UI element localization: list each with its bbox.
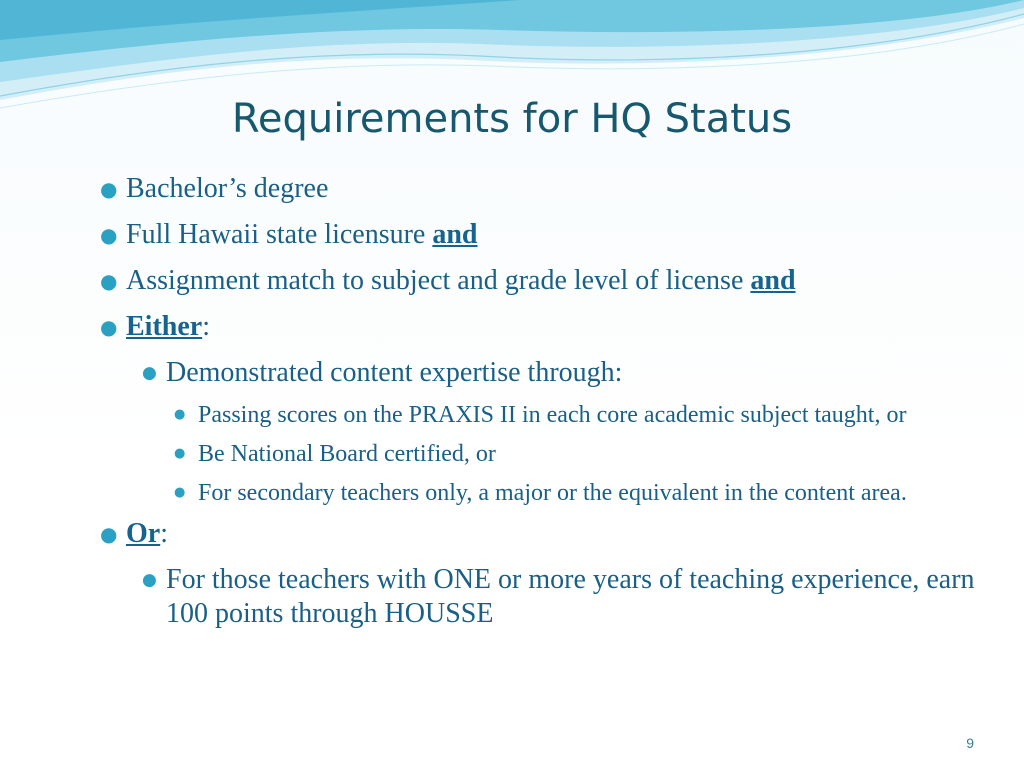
bullet-dot-icon: ● — [100, 223, 118, 247]
bullet-dot-icon: ● — [100, 177, 118, 201]
bullet-text: Assignment match to subject and grade level of license — [126, 265, 751, 296]
bullet-dot-icon: ● — [100, 522, 118, 546]
bullet-emphasis: Either — [126, 311, 203, 342]
bullet-dot-icon: ● — [142, 363, 157, 383]
bullet-emphasis: and — [750, 265, 796, 296]
bullet-dot-icon: ● — [142, 570, 157, 590]
bullet-item-level-3 — [100, 400, 980, 430]
bullet-text: Passing scores on the PRAXIS II in each core academic subject taught, or — [198, 402, 907, 428]
bullet-list — [100, 172, 980, 641]
bullet-suffix: : — [160, 518, 168, 549]
bullet-item-level-3 — [100, 478, 980, 508]
bullet-item-level-2 — [100, 356, 980, 390]
bullet-item-level-1 — [100, 310, 980, 344]
bullet-suffix: : — [202, 311, 210, 342]
bullet-item-level-3 — [100, 439, 980, 469]
bullet-dot-icon: ● — [174, 485, 186, 500]
bullet-dot-icon: ● — [174, 407, 186, 422]
bullet-dot-icon: ● — [100, 269, 118, 293]
bullet-emphasis: Or — [126, 518, 161, 549]
slide-title: Requirements for HQ Status — [231, 96, 793, 142]
bullet-text: Be National Board certified, or — [198, 441, 496, 467]
bullet-dot-icon: ● — [174, 446, 186, 461]
bullet-emphasis: and — [432, 219, 478, 250]
bullet-text: Full Hawaii state licensure — [126, 219, 433, 250]
bullet-item-level-1 — [100, 172, 980, 206]
bullet-text: Demonstrated content expertise through: — [166, 357, 623, 388]
bullet-item-level-2 — [100, 563, 980, 631]
page-number: 9 — [966, 735, 974, 751]
bullet-dot-icon: ● — [100, 315, 118, 339]
bullet-item-level-1 — [100, 264, 980, 298]
bullet-text: For secondary teachers only, a major or the equivalent in the content area. — [198, 480, 907, 506]
bullet-item-level-1 — [100, 517, 980, 551]
bullet-text: For those teachers with ONE or more years of teaching experience, earn 100 points through HOUSSE — [166, 564, 975, 629]
bullet-item-level-1 — [100, 218, 980, 252]
bullet-text: Bachelor’s degree — [126, 173, 329, 204]
